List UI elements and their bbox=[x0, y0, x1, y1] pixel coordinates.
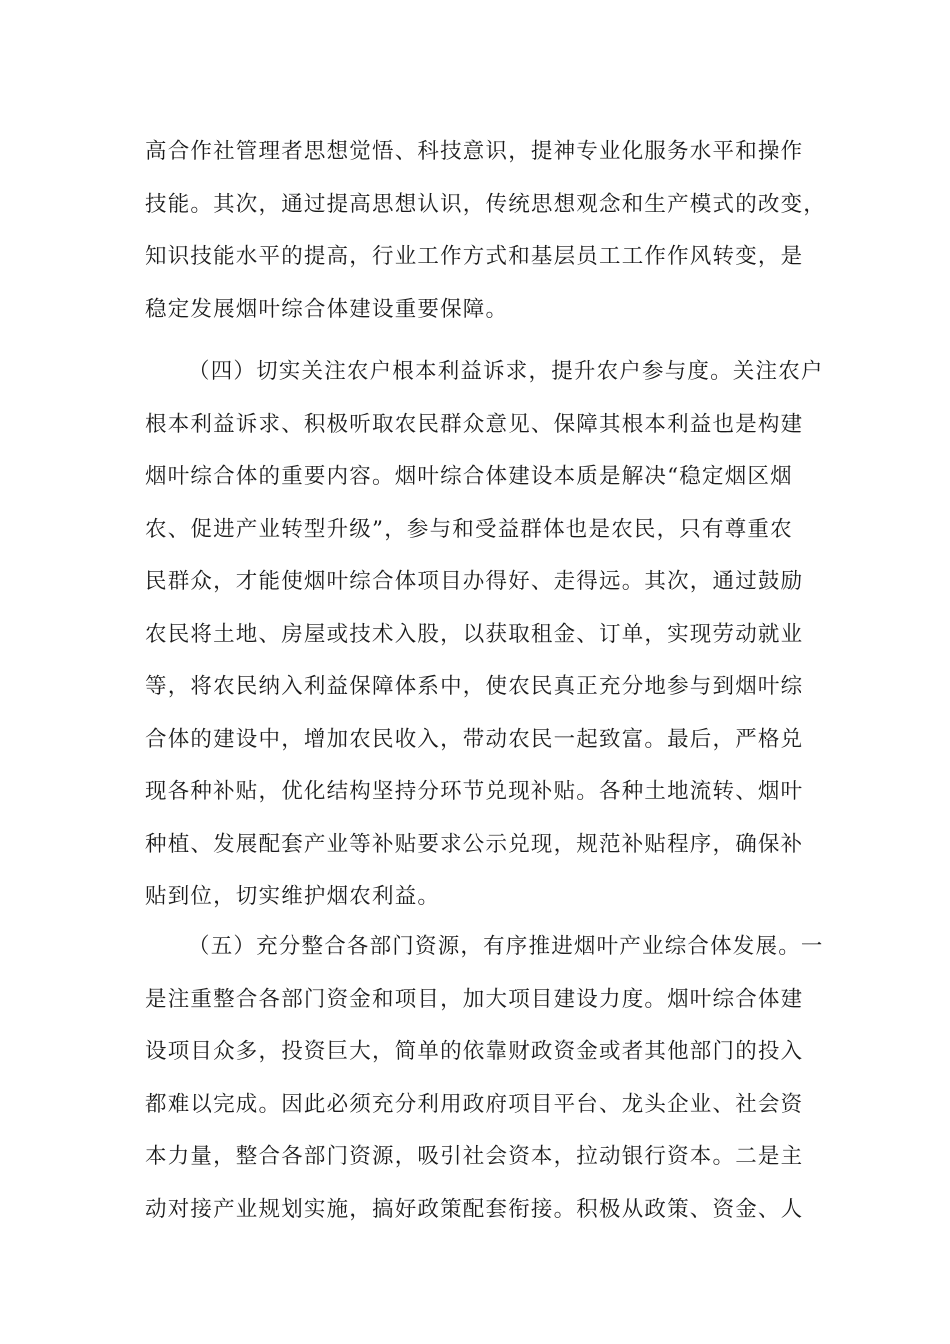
text-line: 烟叶综合体的重要内容。烟叶综合体建设本质是解决“稳定烟区烟 bbox=[145, 464, 793, 489]
text-line: 知识技能水平的提高，行业工作方式和基层员工工作作风转变，是 bbox=[145, 244, 804, 269]
paragraph-continuation bbox=[145, 126, 827, 336]
text-line: 稳定发展烟叶综合体建设重要保障。 bbox=[145, 296, 509, 322]
text-line: 都难以完成。因此必须充分利用政府项目平台、龙头企业、社会资 bbox=[145, 1091, 804, 1117]
paragraph-section-five bbox=[145, 921, 824, 1236]
text-line: 等，将农民纳入利益保障体系中，使农民真正充分地参与到烟叶综 bbox=[145, 674, 804, 699]
text-line: 设项目众多，投资巨大，简单的依靠财政资金或者其他部门的投入 bbox=[145, 1039, 804, 1064]
text-line: 技能。其次，通过提高思想认识，传统思想观念和生产模式的改变， bbox=[145, 191, 827, 217]
text-line: 种植、发展配套产业等补贴要求公示兑现，规范补贴程序，确保补 bbox=[145, 831, 804, 857]
text-line: 高合作社管理者思想觉悟、科技意识，提神专业化服务水平和操作 bbox=[145, 139, 804, 164]
text-line: 根本利益诉求、积极听取农民群众意见、保障其根本利益也是构建 bbox=[145, 411, 804, 437]
text-line: 贴到位，切实维护烟农利益。 bbox=[145, 884, 441, 909]
text-line: 农民将土地、房屋或技术入股，以获取租金、订单，实现劳动就业 bbox=[145, 621, 804, 647]
text-line: 现各种补贴，优化结构坚持分环节兑现补贴。各种土地流转、烟叶 bbox=[145, 779, 804, 804]
text-line: 本力量，整合各部门资源，吸引社会资本，拉动银行资本。二是主 bbox=[145, 1144, 804, 1169]
text-line: 农、促进产业转型升级”，参与和受益群体也是农民，只有尊重农 bbox=[145, 516, 793, 542]
text-line: （五）充分整合各部门资源，有序推进烟叶产业综合体发展。一 bbox=[188, 934, 824, 959]
paragraph-section-four bbox=[145, 346, 824, 924]
text-line: （四）切实关注农户根本利益诉求，提升农户参与度。关注农户 bbox=[188, 359, 824, 384]
text-line: 合体的建设中，增加农民收入，带动农民一起致富。最后，严格兑 bbox=[145, 726, 804, 752]
text-line: 民群众，才能使烟叶综合体项目办得好、走得远。其次，通过鼓励 bbox=[145, 569, 804, 594]
text-line: 动对接产业规划实施，搞好政策配套衔接。积极从政策、资金、人 bbox=[145, 1196, 804, 1222]
text-line: 是注重整合各部门资金和项目，加大项目建设力度。烟叶综合体建 bbox=[145, 986, 804, 1012]
